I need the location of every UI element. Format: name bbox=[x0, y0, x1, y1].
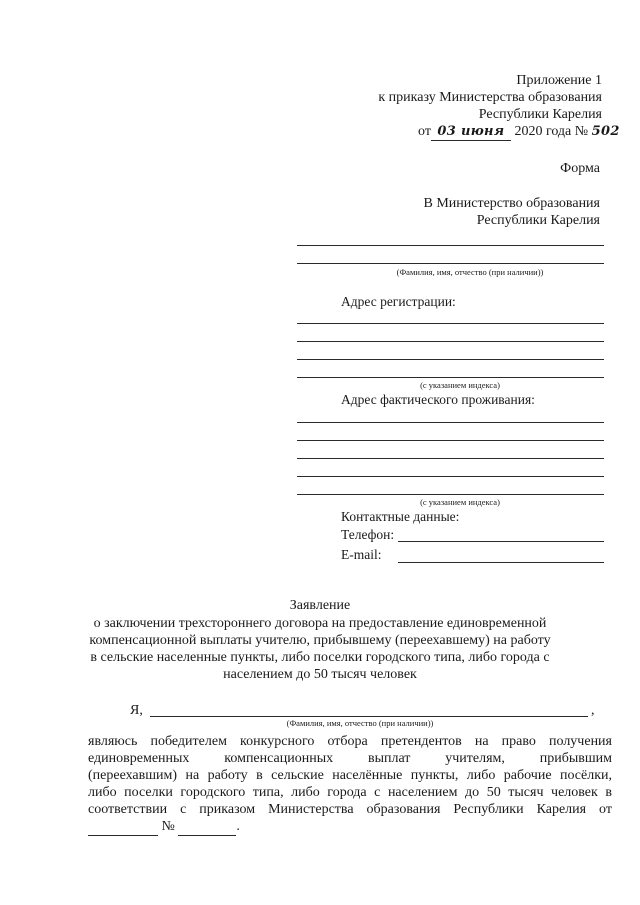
actual-address-line-4[interactable] bbox=[297, 476, 604, 477]
appendix-date-line bbox=[418, 124, 628, 141]
date-year: 2020 года № bbox=[514, 124, 589, 139]
actual-address-line-5[interactable] bbox=[297, 494, 604, 495]
registration-line-3[interactable] bbox=[297, 359, 604, 360]
actual-address-label: Адрес фактического проживания: bbox=[341, 392, 535, 407]
statement-comma: , bbox=[591, 703, 595, 718]
phone-label: Телефон: bbox=[341, 527, 395, 542]
statement-body-line2: единовременных компенсационных выплат учителям, прибывшим bbox=[88, 751, 612, 766]
applicant-name-line-2[interactable] bbox=[297, 263, 604, 264]
statement-name-caption: (Фамилия, имя, отчество (при наличии)) bbox=[286, 718, 434, 728]
order-number-sign: № bbox=[161, 819, 175, 834]
statement-name-field[interactable] bbox=[150, 716, 588, 717]
statement-body-line5: соответствии с приказом Министерства образования Республики Карелия от bbox=[88, 802, 612, 817]
applicant-name-caption: (Фамилия, имя, отчество (при наличии)) bbox=[396, 267, 544, 277]
statement-subject-line2: компенсационной выплаты учителю, прибывшему (переехавшему) на работу bbox=[89, 633, 551, 648]
email-label: E-mail: bbox=[341, 547, 382, 562]
applicant-name-line-1[interactable] bbox=[297, 245, 604, 246]
statement-subject-line1: о заключении трехстороннего договора на предоставление единовременной bbox=[93, 616, 547, 631]
registration-caption: (с указанием индекса) bbox=[420, 380, 500, 390]
actual-address-caption: (с указанием индекса) bbox=[420, 497, 500, 507]
statement-heading: Заявление bbox=[289, 598, 351, 613]
date-prefix: от bbox=[418, 124, 431, 139]
email-field[interactable] bbox=[398, 562, 604, 563]
statement-ya: Я, bbox=[130, 703, 143, 718]
phone-field[interactable] bbox=[398, 541, 604, 542]
statement-subject-line4: населением до 50 тысяч человек bbox=[223, 667, 417, 682]
registration-line-1[interactable] bbox=[297, 323, 604, 324]
order-date-field[interactable] bbox=[88, 819, 158, 836]
order-number-handwritten: 502 bbox=[591, 124, 620, 139]
registration-line-4[interactable] bbox=[297, 377, 604, 378]
appendix-republic: Республики Карелия bbox=[478, 107, 602, 122]
statement-end: . bbox=[236, 819, 240, 834]
statement-subject-line3: в сельские населенные пункты, либо поселки городского типа, либо города с bbox=[90, 650, 550, 665]
order-number-field[interactable] bbox=[178, 819, 236, 836]
statement-body-line1: являюсь победителем конкурсного отбора претендентов на право получения bbox=[88, 734, 612, 749]
contacts-label: Контактные данные: bbox=[341, 509, 460, 524]
actual-address-line-3[interactable] bbox=[297, 458, 604, 459]
addressee-line1: В Министерство образования bbox=[423, 196, 600, 211]
form-label: Форма bbox=[560, 161, 600, 176]
statement-order-line bbox=[88, 819, 240, 836]
statement-body-line3: (переехавшим) на работу в сельские населённые пункты, либо рабочие посёлки, bbox=[88, 768, 612, 783]
actual-address-line-1[interactable] bbox=[297, 422, 604, 423]
appendix-order-ref: к приказу Министерства образования bbox=[378, 90, 602, 105]
actual-address-line-2[interactable] bbox=[297, 440, 604, 441]
registration-label: Адрес регистрации: bbox=[341, 294, 456, 309]
appendix-title: Приложение 1 bbox=[516, 73, 602, 88]
registration-line-2[interactable] bbox=[297, 341, 604, 342]
date-handwritten: 03 июня bbox=[431, 124, 511, 141]
addressee-line2: Республики Карелия bbox=[476, 213, 600, 228]
statement-body-line4: либо поселки городского типа, либо города с населением до 50 тысяч человек в bbox=[88, 785, 612, 800]
